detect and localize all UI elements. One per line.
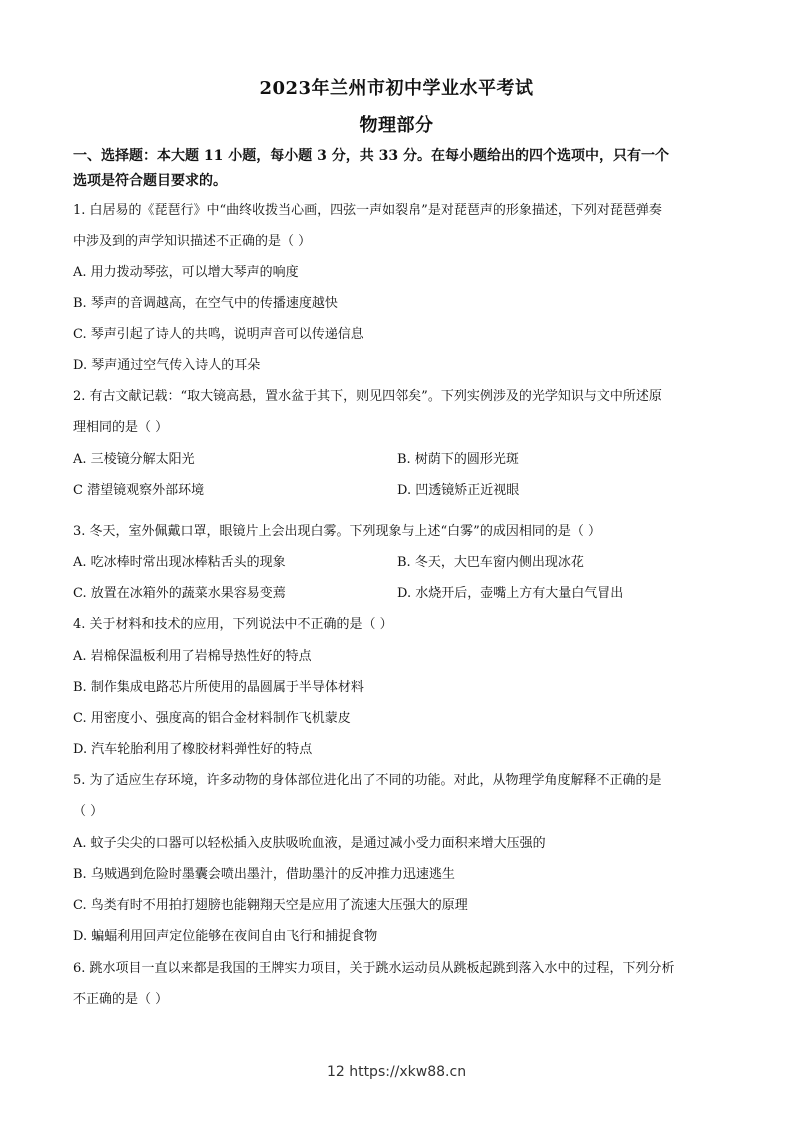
- q5-option-c: C. 鸟类有时不用拍打翅膀也能翱翔天空是应用了流速大压强大的原理: [73, 898, 468, 913]
- q1-option-d: D. 琴声通过空气传入诗人的耳朵: [73, 358, 261, 373]
- q2-option-b: B. 树荫下的圆形光斑: [397, 452, 519, 467]
- q1-option-c: C. 琴声引起了诗人的共鸣，说明声音可以传递信息: [73, 327, 364, 342]
- section-heading-line1: 一、选择题：本大题 11 小题，每小题 3 分，共 33 分。在每小题给出的四个选项中，只有一个: [73, 148, 669, 164]
- q5-stem-line1: 5. 为了适应生存环境，许多动物的身体部位进化出了不同的功能。对此，从物理学角度解释不正确的是: [73, 773, 662, 788]
- q3-option-a: A. 吃冰棒时常出现冰棒粘舌头的现象: [73, 555, 286, 570]
- q1-option-b: B. 琴声的音调越高，在空气中的传播速度越快: [73, 296, 338, 311]
- q2-stem-line2: 理相同的是（ ）: [73, 420, 169, 435]
- q1-stem-line2: 中涉及到的声学知识描述不正确的是（ ）: [73, 234, 312, 249]
- q6-stem-line2: 不正确的是（ ）: [73, 992, 169, 1007]
- page-subtitle: 物理部分: [359, 115, 434, 136]
- section-heading-line2: 选项是符合题目要求的。: [73, 173, 227, 189]
- q2-option-c: C 潜望镜观察外部环境: [73, 483, 205, 498]
- q3-stem-line1: 3. 冬天，室外佩戴口罩，眼镜片上会出现白雾。下列现象与上述“白雾”的成因相同的是（ ）: [73, 524, 601, 539]
- q3-option-c: C. 放置在冰箱外的蔬菜水果容易变蔫: [73, 586, 286, 601]
- page-title: 2023年兰州市初中学业水平考试: [259, 78, 534, 99]
- q1-option-a: A. 用力拨动琴弦，可以增大琴声的响度: [73, 265, 299, 280]
- q5-option-d: D. 蝙蝠利用回声定位能够在夜间自由飞行和捕捉食物: [73, 929, 378, 944]
- q4-stem-line1: 4. 关于材料和技术的应用，下列说法中不正确的是（ ）: [73, 617, 393, 632]
- q4-option-b: B. 制作集成电路芯片所使用的晶圆属于半导体材料: [73, 680, 364, 695]
- q5-option-a: A. 蚊子尖尖的口器可以轻松插入皮肤吸吮血液，是通过减小受力面积来增大压强的: [73, 836, 546, 851]
- q2-stem-line1: 2. 有古文献记载：“取大镜高悬，置水盆于其下，则见四邻矣”。下列实例涉及的光学知识与文中所述原: [73, 389, 662, 404]
- q2-option-a: A. 三棱镜分解太阳光: [73, 452, 195, 467]
- q5-option-b: B. 乌贼遇到危险时墨囊会喷出墨汁，借助墨汁的反冲推力迅速逃生: [73, 867, 455, 882]
- q4-option-d: D. 汽车轮胎利用了橡胶材料弹性好的特点: [73, 742, 313, 757]
- q6-stem-line1: 6. 跳水项目一直以来都是我国的王牌实力项目，关于跳水运动员从跳板起跳到落入水中的过程，下列分析: [73, 961, 675, 976]
- q5-stem-line2: （ ）: [73, 804, 104, 819]
- q4-option-a: A. 岩棉保温板利用了岩棉导热性好的特点: [73, 649, 312, 664]
- q1-stem-line1: 1. 白居易的《琵琶行》中“曲终收拨当心画，四弦一声如裂帛”是对琵琶声的形象描述，下列对琵琶弹奏: [73, 203, 662, 218]
- q2-option-d: D. 凹透镜矫正近视眼: [397, 483, 520, 498]
- page-footer: 12 https://xkw88.cn: [326, 1064, 467, 1080]
- q3-option-b: B. 冬天，大巴车窗内侧出现冰花: [397, 555, 584, 570]
- q3-option-d: D. 水烧开后，壶嘴上方有大量白气冒出: [397, 586, 624, 601]
- q4-option-c: C. 用密度小、强度高的铝合金材料制作飞机蒙皮: [73, 711, 351, 726]
